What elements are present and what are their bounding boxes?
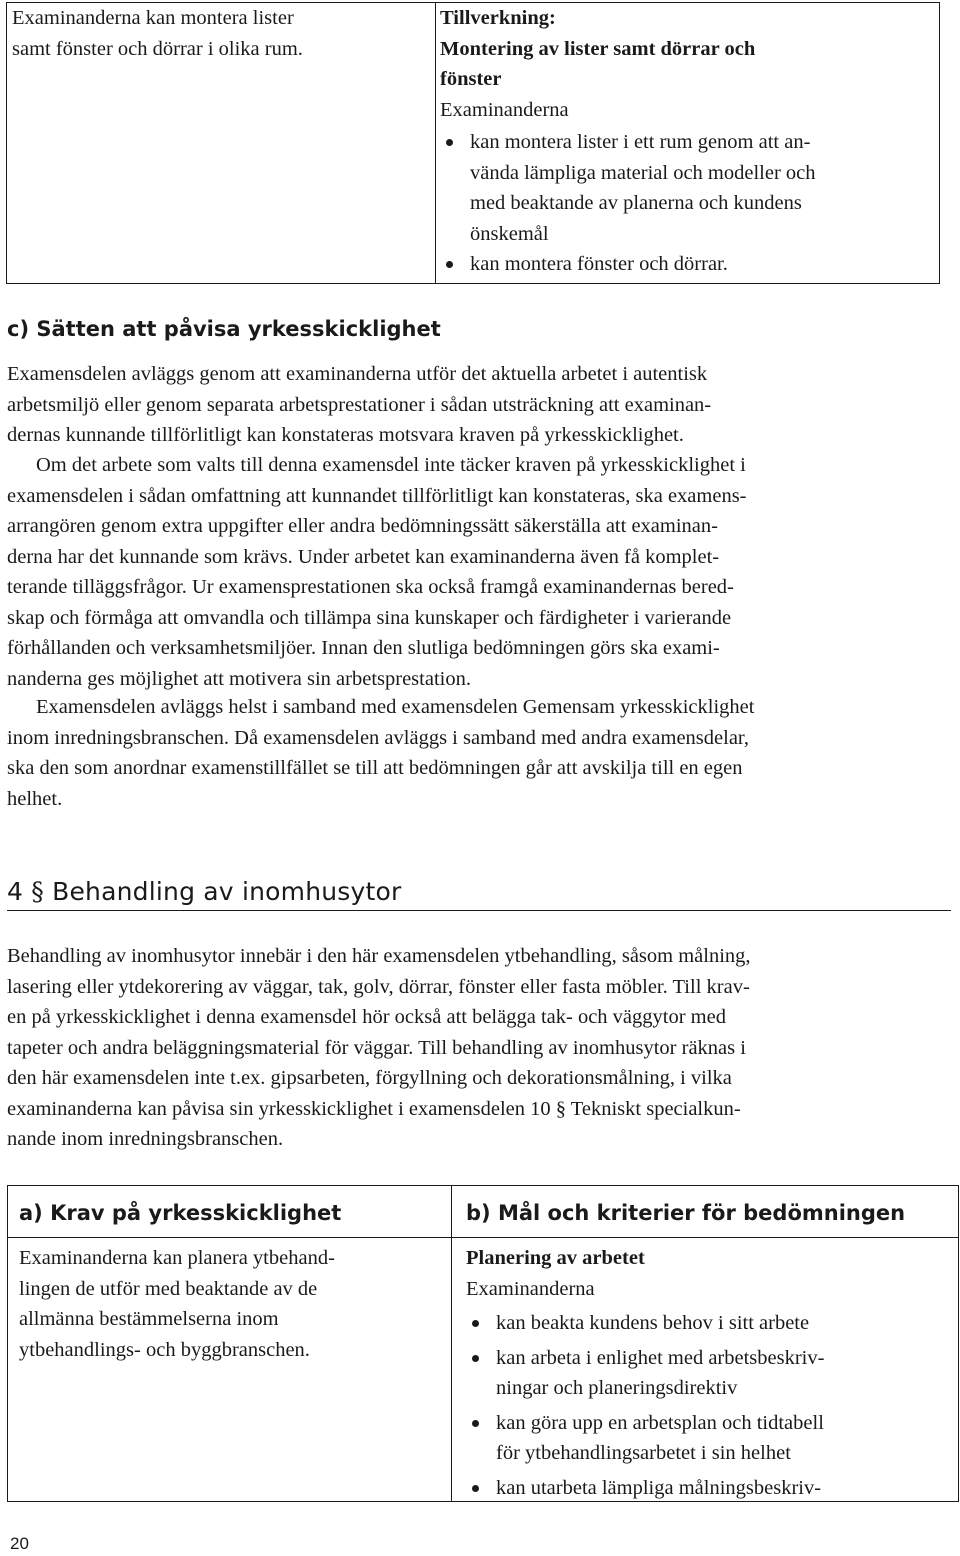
bullet-icon [472,1355,479,1362]
criteria-cell [440,3,930,280]
requirements-line: allmänna bestämmelserna inom [19,1308,279,1330]
body-paragraph [7,359,951,451]
table-header-criteria: b) Mål och kriterier för bedömningen [466,1201,906,1225]
criteria-intro: Examinanderna [440,98,569,121]
list-item [440,127,930,249]
list-item-line: vända lämpliga material och modeller och [470,161,816,184]
list-item-line: ningar och planeringsdirektiv [496,1377,738,1399]
list-item-line: kan beakta kundens behov i sitt arbete [496,1312,810,1334]
list-item-line: kan arbeta i enlighet med arbetsbeskriv- [496,1346,825,1369]
paragraph-line: Examensdelen avläggs helst i samband med examensdelen Gemensam yrkesskicklighet [36,696,755,718]
paragraph-line: dernas kunnande tillförlitligt kan konstateras motsvara kraven på yrkesskicklighet. [7,424,684,446]
list-item-line: kan montera fönster och dörrar. [470,253,728,275]
body-paragraph [7,450,951,694]
criteria-intro: Examinanderna [466,1277,595,1300]
requirements-cell [12,3,412,64]
bullet-icon [446,139,453,146]
criteria-title: Montering av lister samt dörrar och [440,37,756,60]
table-header-rule [8,1237,958,1238]
requirements-cell [19,1243,439,1365]
paragraph-line: en på yrkesskicklighet i denna examensdel hör också att belägga tak- och väggytor med [7,1006,726,1028]
paragraph-line: examinanderna kan påvisa sin yrkesskicklighet i examensdelen 10 § Tekniskt specialkun- [7,1097,741,1120]
list-item-line: med beaktande av planerna och kundens [470,192,802,214]
criteria-bullet-list [466,1308,951,1503]
table-header-requirements: a) Krav på yrkesskicklighet [19,1201,342,1225]
paragraph-line: helhet. [7,787,63,810]
paragraph-line: Om det arbete som valts till denna examensdel inte täcker kraven på yrkesskicklighet i [36,454,746,476]
section-sign: § [31,877,44,906]
paragraph-line: skap och förmåga att omvandla och tillämpa sina kunskaper och färdigheter i varierande [7,606,732,629]
list-item [466,1408,951,1469]
bullet-icon [472,1420,479,1427]
bullet-icon [472,1320,479,1327]
criteria-title: Tillverkning: [440,7,556,29]
chapter-heading-rule [7,910,951,911]
list-item [440,249,930,280]
chapter-intro-paragraph [7,941,951,1155]
paragraph-line: ska den som anordnar examenstillfället se till att bedömningen går att avskilja till en egen [7,757,743,779]
chapter-number: 4 [7,877,24,906]
paragraph-line: derna har det kunnande som krävs. Under arbetet kan examinanderna även få komplet- [7,545,720,568]
chapter-title: Behandling av inomhusytor [52,877,402,906]
requirements-line: ytbehandlings- och byggbranschen. [19,1338,310,1361]
criteria-cell [466,1243,951,1503]
criteria-title: fönster [440,68,502,90]
chapter-heading [7,874,401,910]
list-item-line: önskemål [470,222,549,245]
paragraph-line: nanderna ges möjlighet att motivera sin arbetsprestation. [7,667,471,690]
paragraph-line: förhållanden och verksamhetsmiljöer. Innan den slutliga bedömningen görs ska exami- [7,637,720,659]
list-item [466,1308,951,1339]
list-item-line: för ytbehandlingsarbetet i sin helhet [496,1442,791,1464]
body-paragraph [7,692,951,814]
paragraph-line: den här examensdelen inte t.ex. gipsarbeten, förgyllning och dekorationsmålning, i vilka [7,1067,732,1089]
requirements-line: Examinanderna kan montera lister [12,7,294,29]
paragraph-line: arrangören genom extra uppgifter eller andra bedömningssätt säkerställa att examinan- [7,515,718,537]
list-item-line: kan göra upp en arbetsplan och tidtabell [496,1411,824,1434]
list-item-line: kan utarbeta lämpliga målningsbeskriv- [496,1476,822,1499]
list-item-line: kan montera lister i ett rum genom att an- [470,131,811,153]
table-column-divider [435,3,436,283]
requirements-line: Examinanderna kan planera ytbehand- [19,1247,335,1269]
requirements-line: samt fönster och dörrar i olika rum. [12,37,303,60]
paragraph-line: examensdelen i sådan omfattning att kunnandet tillförlitligt kan konstateras, ska examens- [7,484,747,507]
bullet-icon [472,1485,479,1492]
paragraph-line: lasering eller ytdekorering av väggar, tak, golv, dörrar, fönster eller fasta möbler. Till krav- [7,975,750,998]
paragraph-line: tapeter och andra beläggningsmaterial för väggar. Till behandling av inomhusytor räknas i [7,1036,746,1059]
section-heading: c) Sätten att påvisa yrkesskicklighet [7,317,441,341]
list-item [466,1473,951,1504]
bullet-icon [446,261,453,268]
paragraph-line: nande inom inredningsbranschen. [7,1128,284,1150]
requirements-line: lingen de utför med beaktande av de [19,1277,318,1300]
paragraph-line: terande tilläggsfrågor. Ur examensprestationen ska också framgå examinandernas bered- [7,576,734,598]
list-item [466,1343,951,1404]
table-column-divider [451,1186,452,1501]
paragraph-line: arbetsmiljö eller genom separata arbetsprestationer i sådan utsträckning att examinan- [7,393,712,416]
paragraph-line: inom inredningsbranschen. Då examensdelen avläggs i samband med andra examensdelar, [7,726,750,749]
paragraph-line: Behandling av inomhusytor innebär i den här examensdelen ytbehandling, såsom målning, [7,945,751,967]
page-number: 20 [10,1534,29,1553]
paragraph-line: Examensdelen avläggs genom att examinanderna utför det aktuella arbetet i autentisk [7,363,708,385]
criteria-bullet-list [440,127,930,280]
criteria-title: Planering av arbetet [466,1247,645,1269]
